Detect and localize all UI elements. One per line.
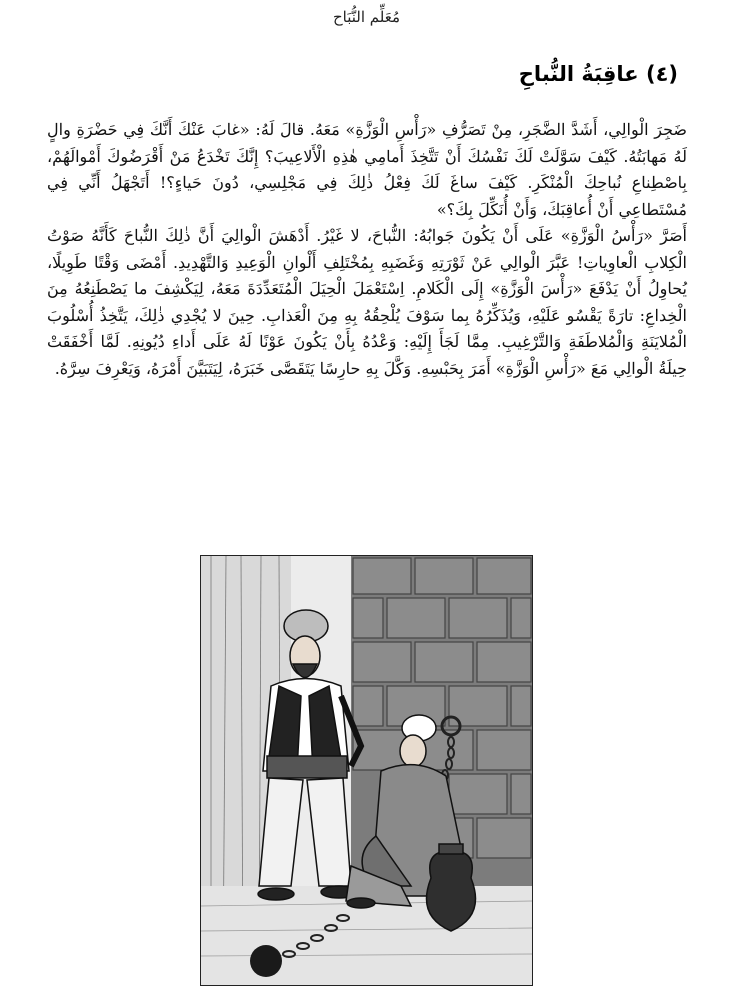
story-body	[47, 117, 687, 382]
chapter-title: (٤) عاقِبَةُ النُّباحِ	[518, 62, 678, 86]
running-header: مُعَلِّم النُّبَاح	[332, 8, 401, 26]
illustration-drawing	[201, 556, 532, 985]
prison-scene-illustration	[200, 555, 533, 986]
paragraph-2: أَصَرَّ «رَأْسُ الْوَزَّةِ» عَلَى أَنْ يَكُونَ جَوابُهُ: النُّباحَ، لا غَيْرُ. أَدْهَشَ الْوالِيَ أَنَّ ذٰلِكَ النُّباحَ كَأَنَّهُ صَوْتُ الْكِلابِ الْعاوِياتِ! عَبَّرَ الْوالِي عَنْ ثَوْرَتِهِ وَغَضَبِهِ بِمُخْتَلِفِ أَلْوانِ الْوَعِيدِ وَالتَّهْدِيدِ. أَمْضَى وَقْتًا طَوِيلًا، يُحاوِلُ أَنْ يَدْفَعَ «رَأْسَ الْوَزَّةِ» إِلَى الْكَلامِ. اِسْتَعْمَلَ الْحِيَلَ الْمُتَعَدِّدَةَ مَعَهُ، لِيَكْشِفَ ما يَصْطَنِعُهُ مِنَ الْخِداعِ: تارَةً يَقْسُو عَلَيْهِ، وَيُذَكِّرُهُ بِما سَوْفَ يُلْحِقُهُ بِهِ مِنَ الْعَذابِ. حِينَ لا يُجْدِي ذٰلِكَ، يَتَّخِذُ أُسْلُوبَ الْمُلايَنَةِ وَالْمُلاطَفَةِ وَالتَّرْغِيبِ. مِمَّا لَجَأَ إِلَيْهِ: وَعْدُهُ بِأَنْ يَكُونَ عَوْنًا لَهُ عَلَى أَداءِ دُيُونِهِ. لَمَّا أَخْفَقَتْ حِيلَةُ الْوالِي مَعَ «رَأْسِ الْوَزَّةِ» أَمَرَ بِحَبْسِهِ. وَكَّلَ بِهِ حارِسًا يَتَقَصَّى خَبَرَهُ، لِيَتَبَيَّنَ أَمْرَهُ، وَيَعْرِفَ سِرَّهُ.	[47, 226, 688, 378]
paragraph-1: ضَجِرَ الْوالِي، أَشَدَّ الضَّجَرِ، مِنْ تَصَرُّفِ «رَأْسِ الْوَزَّةِ» مَعَهُ. قالَ لَهُ: «غابَ عَنْكَ أَنَّكَ فِي حَضْرَةِ والٍ لَهُ مَهابَتُهُ. كَيْفَ سَوَّلَتْ لَكَ نَفْسُكَ أَنْ تَتَّخِذَ أَمامِي هٰذِهِ الْأَلاعِيبَ؟ إِنَّكَ تَخْدَعُ مَنْ أَقْرَضُوكَ أَمْوالَهُمْ، بِاصْطِناعِ نُباحِكَ الْمُنْكَرِ. كَيْفَ ساغَ لَكَ فِعْلُ ذٰلِكَ فِي مَجْلِسِي، دُونَ حَياءٍ؟! أَتَجْهَلُ أَنِّي فِي مُسْتَطاعِي أَنْ أُعاقِبَكَ، وَأَنْ أُنَكِّلَ بِكَ؟»	[47, 120, 687, 219]
